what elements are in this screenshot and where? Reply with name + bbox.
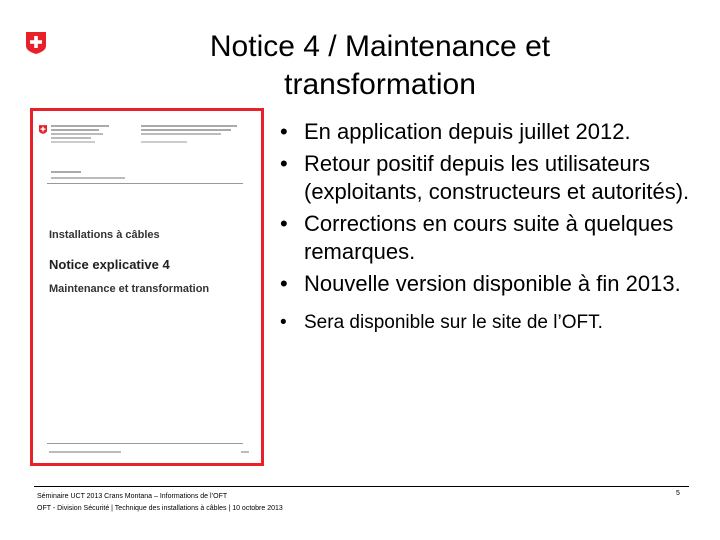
- document-thumbnail: [30, 108, 264, 466]
- bullet-text: Retour positif depuis les utilisateurs (exploitants, constructeurs et autorités).: [304, 151, 690, 204]
- title-line-2: transformation: [284, 68, 476, 101]
- footer-divider: [34, 486, 689, 487]
- bullet-item: • Nouvelle version disponible à fin 2013.: [280, 271, 681, 296]
- footer-division-line: OFT - Division Sécurité | Technique des installations à câbles | 10 octobre 2013: [37, 505, 283, 512]
- swiss-cross-icon: [26, 32, 46, 54]
- bullet-list: [276, 118, 696, 340]
- bullet-text: Nouvelle version disponible à fin 2013.: [304, 271, 681, 296]
- footer-seminar-line: Séminaire UCT 2013 Crans Montana – Informations de l’OFT: [37, 493, 228, 500]
- bullet-text: Corrections en cours suite à quelques remarques.: [304, 211, 674, 264]
- document-rule-top: [47, 183, 243, 184]
- slide-title: [110, 28, 650, 104]
- bullet-item: • Retour positif depuis les utilisateurs (exploitants, constructeurs et autorités).: [280, 151, 690, 204]
- document-header-text-left: [51, 125, 121, 143]
- title-line-1: Notice 4 / Maintenance et: [209, 30, 551, 63]
- bullet-item: • Corrections en cours suite à quelques remarques.: [280, 211, 674, 264]
- document-rule-bottom: [47, 443, 243, 444]
- page-number: 5: [676, 490, 680, 497]
- document-swiss-cross-icon: [39, 125, 47, 134]
- document-header-text-right: [141, 125, 241, 143]
- document-ref-line: [51, 171, 125, 179]
- swiss-flag-logo: [26, 32, 46, 54]
- bullet-text: Sera disponible sur le site de l’OFT.: [304, 312, 603, 333]
- bullet-text: En application depuis juillet 2012.: [304, 119, 631, 144]
- document-heading-3: Maintenance et transformation: [49, 283, 210, 295]
- document-heading-2: Notice explicative 4: [49, 257, 170, 272]
- document-heading-1: Installations à câbles: [49, 229, 160, 241]
- bullet-item: • En application depuis juillet 2012.: [280, 119, 631, 144]
- document-footer: [49, 451, 249, 453]
- document-page: [33, 111, 261, 463]
- bullet-item-last: • Sera disponible sur le site de l’OFT.: [280, 312, 603, 333]
